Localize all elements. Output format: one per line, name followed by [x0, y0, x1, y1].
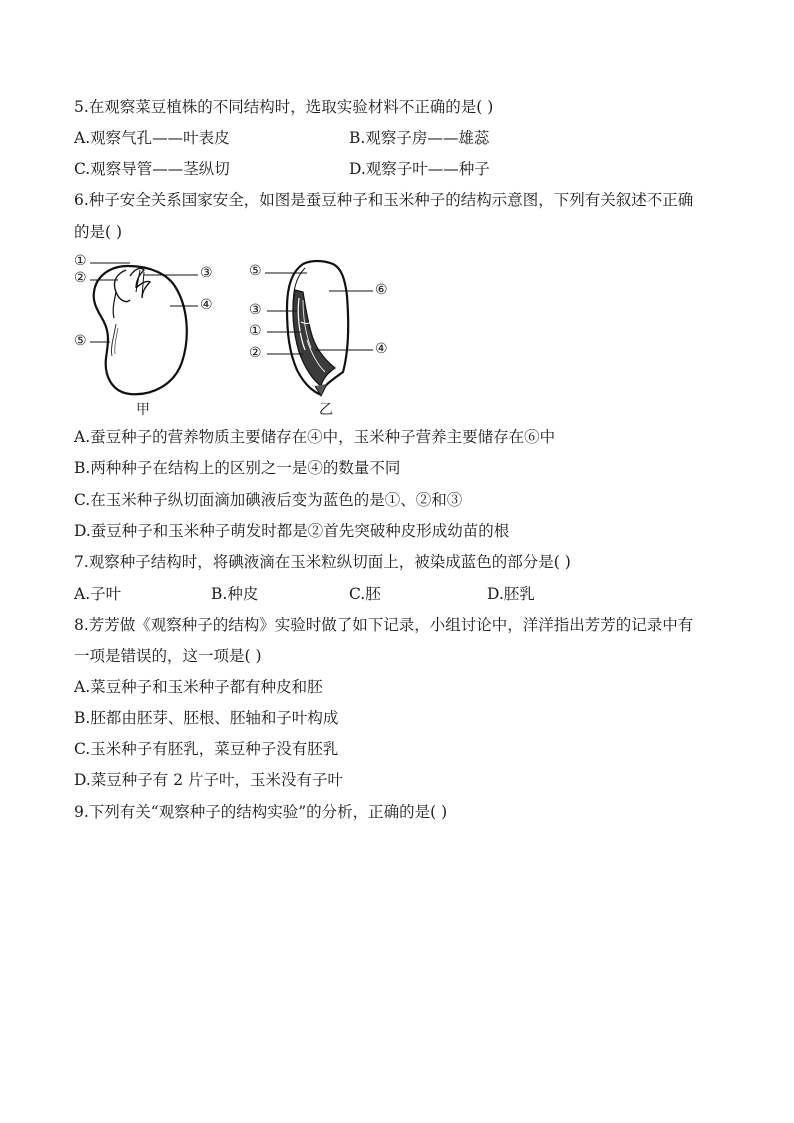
yi-label-4: ④: [375, 341, 388, 357]
q8-stem-line2: 一项是错误的，这一项是( ): [74, 647, 262, 665]
q6-stem-line2: 的是( ): [74, 223, 123, 241]
yi-label-1: ①: [249, 323, 262, 339]
q9-stem: 9.下列有关“观察种子的结构实验”的分析，正确的是( ): [74, 803, 448, 821]
yi-label-5: ⑤: [249, 263, 262, 279]
q8-option-c: C.玉米种子有胚乳，菜豆种子没有胚乳: [74, 740, 339, 758]
q7-option-b: B.种皮: [211, 585, 259, 603]
q6-stem-line1: 6.种子安全关系国家安全，如图是蚕豆种子和玉米种子的结构示意图，下列有关叙述不正确: [74, 191, 694, 209]
seed-figure-yi: [245, 252, 405, 418]
q8-option-b: B.胚都由胚芽、胚根、胚轴和子叶构成: [74, 709, 339, 727]
q7-option-a: A.子叶: [74, 585, 122, 603]
q8-option-d: D.菜豆种子有 2 片子叶，玉米没有子叶: [74, 771, 344, 789]
yi-label-6: ⑥: [375, 282, 388, 298]
yi-label-2: ②: [249, 345, 262, 361]
q6-option-d: D.蚕豆种子和玉米种子萌发时都是②首先突破种皮形成幼苗的根: [74, 522, 510, 540]
jia-caption: 甲: [136, 402, 150, 418]
q7-option-c: C.胚: [349, 585, 381, 603]
seed-figure-jia: [70, 252, 230, 418]
q8-option-a: A.菜豆种子和玉米种子都有种皮和胚: [74, 678, 323, 696]
yi-caption: 乙: [319, 402, 333, 418]
jia-label-5: ⑤: [74, 333, 87, 349]
q6-option-b: B.两种种子在结构上的区别之一是④的数量不同: [74, 459, 401, 477]
q5-option-c: C.观察导管——茎纵切: [74, 160, 230, 178]
q7-stem: 7.观察种子结构时，将碘液滴在玉米粒纵切面上，被染成蓝色的部分是( ): [74, 553, 571, 571]
yi-label-3: ③: [249, 302, 262, 318]
jia-label-1: ①: [74, 253, 87, 269]
q5-option-a: A.观察气孔——叶表皮: [74, 129, 230, 147]
q8-stem-line1: 8.芳芳做《观察种子的结构》实验时做了如下记录，小组讨论中，洋洋指出芳芳的记录中有: [74, 616, 694, 634]
q6-option-a: A.蚕豆种子的营养物质主要储存在④中，玉米种子营养主要储存在⑥中: [74, 428, 556, 446]
q6-option-c: C.在玉米种子纵切面滴加碘液后变为蓝色的是①、②和③: [74, 491, 463, 509]
q5-option-b: B.观察子房——雄蕊: [349, 129, 490, 147]
q7-option-d: D.胚乳: [487, 585, 535, 603]
q5-option-d: D.观察子叶——种子: [349, 160, 490, 178]
jia-label-4: ④: [200, 297, 213, 313]
jia-label-2: ②: [74, 270, 87, 286]
jia-label-3: ③: [200, 265, 213, 281]
q5-stem: 5.在观察菜豆植株的不同结构时，选取实验材料不正确的是( ): [74, 98, 494, 116]
